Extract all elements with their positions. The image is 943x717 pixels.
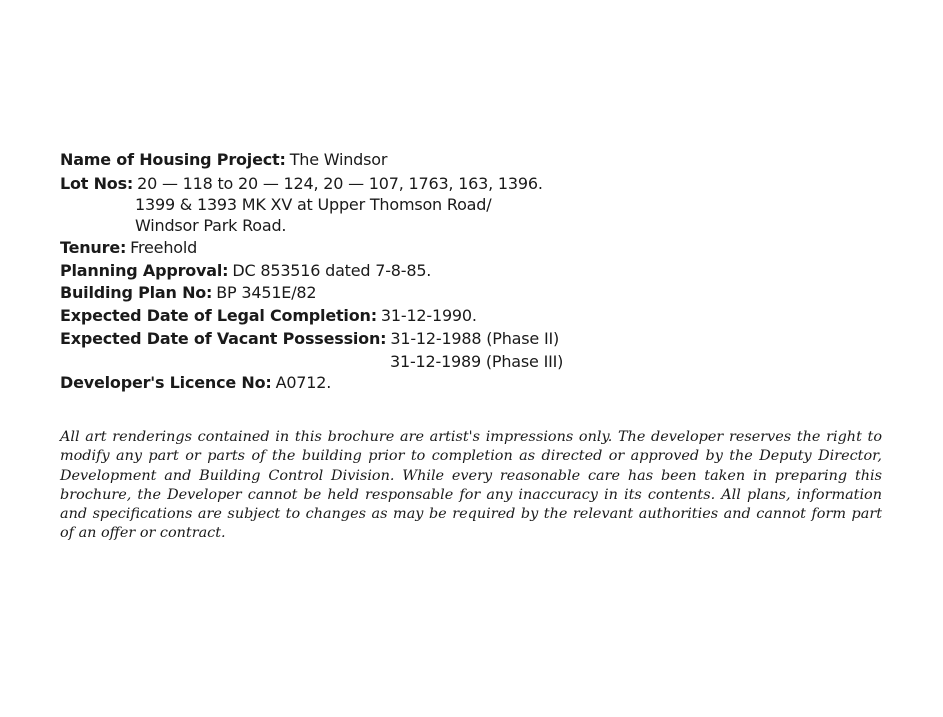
building-plan-row bbox=[60, 283, 316, 303]
building-plan-value: BP 3451E/82 bbox=[216, 283, 317, 302]
project-name-label: Name of Housing Project: bbox=[60, 150, 286, 169]
legal-completion-label: Expected Date of Legal Completion: bbox=[60, 306, 377, 325]
project-name-value: The Windsor bbox=[289, 150, 388, 169]
project-name-row bbox=[60, 150, 387, 170]
tenure-label: Tenure: bbox=[60, 238, 127, 257]
lot-nos-value-line-2: 1399 & 1393 MK XV at Upper Thomson Road/ bbox=[135, 195, 492, 214]
tenure-value: Freehold bbox=[130, 238, 198, 257]
developer-licence-value: A0712. bbox=[275, 373, 332, 392]
planning-approval-label: Planning Approval: bbox=[60, 261, 229, 280]
building-plan-label: Building Plan No: bbox=[60, 283, 213, 302]
planning-approval-row bbox=[60, 261, 431, 281]
vacant-possession-label: Expected Date of Vacant Possession: bbox=[60, 329, 387, 348]
planning-approval-value: DC 853516 dated 7-8-85. bbox=[232, 261, 432, 280]
vacant-possession-value-phase-3: 31-12-1989 (Phase III) bbox=[390, 352, 564, 371]
lot-nos-value-line-3: Windsor Park Road. bbox=[135, 216, 287, 235]
lot-nos-continuation bbox=[135, 195, 491, 215]
tenure-row bbox=[60, 238, 197, 258]
legal-completion-row bbox=[60, 306, 477, 326]
lot-nos-value-line-1: 20 — 118 to 20 — 124, 20 — 107, 1763, 163, 1396. bbox=[137, 174, 543, 193]
lot-nos-continuation bbox=[135, 216, 286, 236]
vacant-possession-value-phase-2: 31-12-1988 (Phase II) bbox=[390, 329, 560, 348]
legal-completion-value: 31-12-1990. bbox=[380, 306, 477, 325]
developer-licence-row bbox=[60, 373, 331, 393]
developer-licence-label: Developer's Licence No: bbox=[60, 373, 272, 392]
disclaimer-paragraph: All art renderings contained in this brochure are artist's impressions only. The developer reserves the right to modify any part or parts of the building prior to completion as directed or approved by the Deputy Director, Development and Building Control Division. While every reasonable care has been taken in preparing this brochure, the Developer cannot be held responsable for any inaccuracy in its contents. All plans, information and specifications are subject to changes as may be required by the relevant authorities and cannot form part of an offer or contract. bbox=[60, 429, 882, 542]
lot-nos-row bbox=[60, 174, 543, 194]
vacant-possession-continuation bbox=[390, 352, 563, 372]
vacant-possession-row bbox=[60, 329, 559, 349]
lot-nos-label: Lot Nos: bbox=[60, 174, 134, 193]
